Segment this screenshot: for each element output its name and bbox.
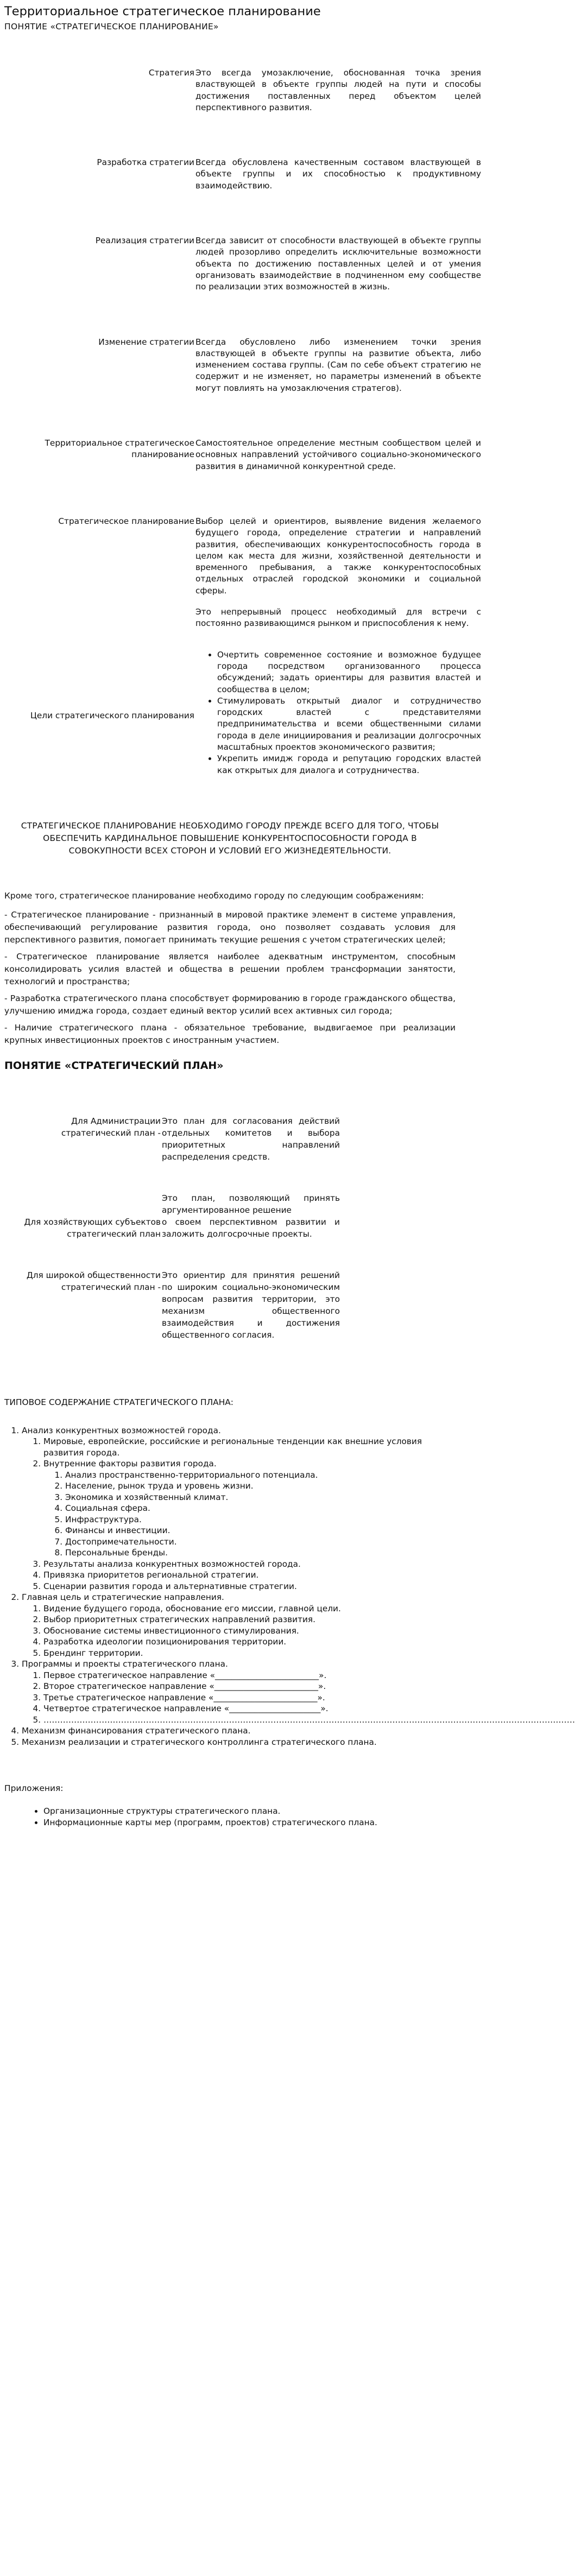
toc-item-label: Главная цель и стратегические направления. (22, 1592, 224, 1603)
toc-subitem-label: Первое стратегическое направление «_________________________». (43, 1670, 327, 1680)
plan-definition-text: Это ориентир для принятия решений по широким социально-экономическим вопросам развития территории, это механизм общественного взаимодействия и достижения общественного согласия. (162, 1270, 340, 1340)
plan-definition-row (0, 1192, 460, 1250)
definition-text: Это непрерывный процесс необходимый для встречи с постоянно развивающимся рынком и приспособления к нему. (195, 607, 481, 629)
definition-row-goals (0, 649, 481, 776)
plan-definition-body (161, 1269, 340, 1351)
toc-level-2 (22, 1603, 456, 1659)
toc-subitem (43, 1614, 456, 1625)
toc-item (22, 1659, 575, 1725)
toc-item-label: Анализ конкурентных возможностей города. (22, 1425, 221, 1435)
definition-term: Изменение стратегии (98, 337, 194, 347)
toc-subitem-label: Второе стратегическое направление «_________________________». (43, 1681, 326, 1692)
toc-subitem-label: Мировые, европейские, российские и региональные тенденции как внешние условия развития города. (43, 1436, 422, 1458)
appendix-list (0, 1806, 456, 1828)
toc-subitem (43, 1714, 575, 1726)
definition-text: Выбор целей и ориентиров, выявление видения желаемого будущего города, определение стратегии и направлений развития, обеспечивающих конкурентоспособность города в целом как места для жизни, хозяйственной деятельности и временного пребывания, а также конкурентоспособных отдельных отраслей городской экономики и социальной сферы. (195, 516, 481, 596)
plan-definition-text: о своем перспективном развитии и заложить долгосрочные проекты. (162, 1217, 340, 1239)
toc-item-label: Механизм реализации и стратегического контроллинга стратегического плана. (22, 1737, 377, 1747)
definition-row (0, 157, 481, 201)
toc-subsubitem: 8. Персональные бренды. (65, 1547, 456, 1559)
goals-list (195, 649, 481, 776)
toc-level-2 (22, 1670, 575, 1726)
definition-term: Стратегическое планирование (58, 516, 194, 526)
toc-subitem (43, 1703, 456, 1714)
definition-row (0, 235, 481, 302)
definition-body (194, 337, 497, 404)
plan-definition-text: Это план, позволяющий принять аргументированное решение (162, 1193, 340, 1215)
toc-item (22, 1425, 456, 1592)
toc-subitem-label: Брендинг территории. (43, 1648, 143, 1658)
definition-text: Всегда обусловлена качественным составом властвующей в объекте группы и их способностью к продуктивному взаимодействию. (195, 157, 481, 191)
definition-body (194, 67, 497, 123)
plan-definition-text: Это план для согласования действий отдельных комитетов и выбора приоритетных направлений распределения средств. (162, 1116, 340, 1162)
toc-subitem (43, 1603, 456, 1615)
plan-definitions-table (0, 1115, 460, 1351)
plan-heading: ПОНЯТИЕ «СТРАТЕГИЧЕСКИЙ ПЛАН» (4, 1059, 224, 1072)
definition-term: Стратегия (148, 68, 194, 78)
toc-subitem-label: Результаты анализа конкурентных возможностей города. (43, 1559, 301, 1569)
reason-paragraph: - Стратегическое планирование - признанный в мировой практике элемент в системе управления, обеспечивающий регулирование развития города, оно позволяет создавать условия для перспективного развития, помогает принимать текущие решения с учетом стратегических целей; (4, 909, 456, 945)
plan-definition-term: Для Администрации стратегический план - (61, 1116, 161, 1138)
definition-term: Разработка стратегии (97, 157, 194, 168)
toc-subitem-label: Третье стратегическое направление «_________________________». (43, 1692, 325, 1702)
toc-subitem-label: Внутренние факторы развития города. (43, 1459, 217, 1469)
definition-body (194, 235, 497, 302)
toc-subitem (43, 1436, 456, 1458)
appendix-items (0, 1806, 456, 1828)
definition-text: Это всегда умозаключение, обоснованная точка зрения властвующей в объекте группы людей на пути и способы достижения поставленных перед объектом целей перспективного развития. (195, 68, 481, 112)
goals-body (194, 649, 497, 776)
toc-subsubitem: 5. Инфраструктура. (65, 1514, 456, 1526)
definition-body (194, 438, 497, 482)
appendix-item: • Организационные структуры стратегического плана. (43, 1806, 456, 1817)
toc-subitem-label: Привязка приоритетов региональной стратегии. (43, 1570, 259, 1580)
definition-body (194, 516, 497, 640)
plan-definition-term: Для широкой общественности стратегический план - (26, 1270, 161, 1292)
plan-definition-body (161, 1115, 340, 1173)
toc-subitem (43, 1581, 456, 1592)
plan-definition-body (161, 1192, 340, 1250)
appendix-title: Приложения: (4, 1783, 64, 1794)
plan-definition-row (0, 1269, 460, 1351)
toc-subitem (43, 1559, 456, 1570)
toc-subitem (43, 1692, 456, 1704)
definition-row (0, 337, 481, 404)
toc-item-label: Механизм финансирования стратегического плана. (22, 1726, 251, 1736)
reason-paragraph: - Стратегическое планирование является наиболее адекватным инструментом, способным консолидировать усилия властей и общества в решении проблем трансформации занятости, технологий и пространства; (4, 951, 456, 986)
toc-subsubitem: 7. Достопримечательности. (65, 1536, 456, 1548)
toc-subsubitem: 6. Финансы и инвестиции. (65, 1525, 456, 1536)
plan-definition-term: Для хозяйствующих субъектов стратегический план (24, 1217, 161, 1239)
appendix-item: • Информационные карты мер (программ, проектов) стратегического плана. (43, 1817, 456, 1828)
toc-subsubitem: 1. Анализ пространственно-территориального потенциала. (65, 1470, 456, 1481)
page-title: Территориальное стратегическое планирование (4, 4, 321, 18)
toc-item (22, 1737, 456, 1748)
reason-paragraph: Кроме того, стратегическое планирование необходимо городу по следующим соображениям: (4, 890, 424, 901)
definition-text: Всегда обусловлено либо изменением точки зрения властвующей в объекте группы на развитие объекта, либо изменением состава группы. (Сам по себе объект стратегию не содержит и не изменяет, но параметры изменений в объекте могут повлиять на умозаключения стратегов). (195, 337, 481, 393)
goals-item: • Очертить современное состояние и возможное будущее города посредством организованного процесса обсуждений; задать ориентиры для развития властей и сообщества в целом; (217, 649, 481, 695)
definition-row (0, 67, 481, 123)
definitions-table (0, 67, 481, 776)
definition-row (0, 438, 481, 482)
toc-subsubitem: 2. Население, рынок труда и уровень жизни. (65, 1480, 456, 1492)
definition-term: Территориальное стратегическое планирование (45, 438, 194, 460)
toc-title: ТИПОВОЕ СОДЕРЖАНИЕ СТРАТЕГИЧЕСКОГО ПЛАНА: (4, 1397, 233, 1407)
toc-level-2 (22, 1436, 456, 1592)
toc-subitem (43, 1636, 456, 1648)
key-statement: СТРАТЕГИЧЕСКОЕ ПЛАНИРОВАНИЕ НЕОБХОДИМО ГОРОДУ ПРЕЖДЕ ВСЕГО ДЛЯ ТОГО, ЧТОБЫ ОБЕСПЕЧИТЬ КАРДИНАЛЬНОЕ ПОВЫШЕНИЕ КОНКУРЕНТОСПОСОБНОСТИ ГОРОДА В СОВОКУПНОСТИ ВСЕХ СТОРОН И УСЛОВИЙ ЕГО ЖИЗНЕДЕЯТЕЛЬНОСТИ. (21, 820, 439, 856)
toc-subitem (43, 1681, 456, 1692)
toc-subitem-label: Сценарии развития города и альтернативные стратегии. (43, 1581, 297, 1591)
toc-list (0, 1425, 575, 1748)
toc-item-label: Программы и проекты стратегического плана. (22, 1659, 228, 1669)
toc-level-3 (43, 1470, 456, 1559)
toc-subitem-label: Четвертое стратегическое направление «______________________». (43, 1704, 328, 1714)
reason-paragraph: - Наличие стратегического плана - обязательное требование, выдвигаемое при реализации крупных инвестиционных проектов с иностранным участием. (4, 1022, 456, 1045)
reasons-list (0, 890, 460, 1047)
definition-text: Всегда зависит от способности властвующей в объекте группы людей прозорливо определить исключительные возможности объекта по достижению поставленных целей и от умения организовать взаимодействие в подчиненном ему сообществе по реализации этих возможностей в жизнь. (195, 236, 481, 292)
goals-term: Цели стратегического планирования (30, 710, 194, 720)
toc-subitem (43, 1670, 456, 1681)
definition-body (194, 157, 497, 201)
toc-subsubitem: 3. Экономика и хозяйственный климат. (65, 1492, 456, 1503)
plan-definition-row (0, 1115, 460, 1173)
toc-subsubitem: 4. Социальная сфера. (65, 1503, 456, 1514)
goals-item: • Укрепить имидж города и репутацию городских властей как открытых для диалога и сотрудничества. (217, 753, 481, 776)
toc-subitem-label: Разработка идеологии позиционирования территории. (43, 1637, 287, 1647)
definition-row (0, 516, 481, 640)
toc-subitem (43, 1648, 456, 1659)
toc-item (22, 1592, 456, 1659)
toc-subitem-label: Обоснование системы инвестиционного стимулирования. (43, 1625, 299, 1636)
toc-subitem-label: Выбор приоритетных стратегических направлений развития. (43, 1615, 315, 1625)
definition-term: Реализация стратегии (95, 236, 194, 246)
toc-subitem (43, 1625, 456, 1637)
toc-level-1 (0, 1425, 575, 1748)
toc-subitem (43, 1569, 456, 1581)
toc-subitem (43, 1458, 456, 1559)
toc-item (22, 1725, 456, 1737)
toc-subitem-label: ………………………………………………………………………………………………………………………………………………………………………… (43, 1714, 575, 1725)
definition-text: Самостоятельное определение местным сообществом целей и основных направлений устойчивого социально-экономического развития в динамичной конкурентной среде. (195, 438, 481, 471)
goals-item: • Стимулировать открытый диалог и сотрудничество городских властей с представителями предпринимательства и всеми общественными силами города в деле инициирования и реализации долгосрочных масштабных проектов экономического развития; (217, 695, 481, 753)
reason-paragraph: - Разработка стратегического плана способствует формированию в городе гражданского общества, улучшению имиджа города, создает единый вектор усилий всех активных сил города; (4, 993, 456, 1016)
toc-subitem-label: Видение будущего города, обоснование его миссии, главной цели. (43, 1603, 341, 1613)
page-subtitle: ПОНЯТИЕ «СТРАТЕГИЧЕСКОЕ ПЛАНИРОВАНИЕ» (4, 22, 219, 31)
